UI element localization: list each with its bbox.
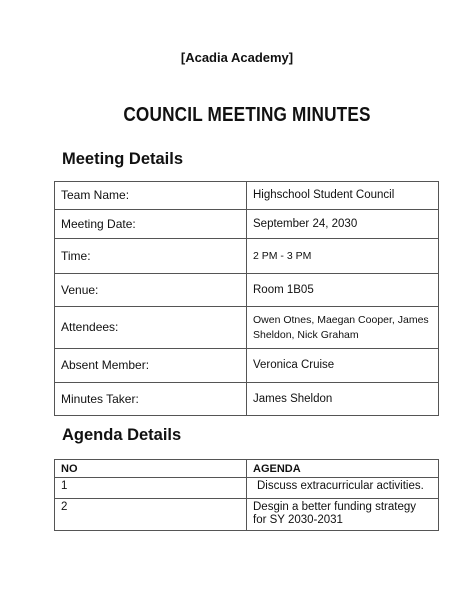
- absent-member-label: Absent Member:: [55, 349, 247, 383]
- team-name-value: Highschool Student Council: [247, 182, 439, 210]
- table-row: [55, 499, 439, 531]
- meeting-details-heading: Meeting Details: [62, 150, 184, 168]
- table-row: [55, 182, 439, 210]
- meeting-date-value: September 24, 2030: [247, 210, 439, 239]
- agenda-item-number: 2: [55, 499, 247, 531]
- no-column-header: NO: [55, 460, 247, 478]
- document-title: COUNCIL MEETING MINUTES: [123, 104, 371, 126]
- table-row: [55, 349, 439, 383]
- table-header-row: [55, 460, 439, 478]
- venue-label: Venue:: [55, 274, 247, 307]
- team-name-label: Team Name:: [55, 182, 247, 210]
- venue-value: Room 1B05: [247, 274, 439, 307]
- absent-member-value: Veronica Cruise: [247, 349, 439, 383]
- agenda-item-number: 1: [55, 478, 247, 499]
- minutes-taker-value: James Sheldon: [247, 383, 439, 416]
- attendees-value: Owen Otnes, Maegan Cooper, James Sheldon, Nick Graham: [247, 307, 439, 349]
- table-row: [55, 210, 439, 239]
- time-label: Time:: [55, 239, 247, 274]
- agenda-column-header: AGENDA: [247, 460, 439, 478]
- minutes-taker-label: Minutes Taker:: [55, 383, 247, 416]
- time-value: 2 PM - 3 PM: [247, 239, 439, 274]
- agenda-item-text: Desgin a better funding strategy for SY 2030-2031: [247, 499, 439, 531]
- attendees-label: Attendees:: [55, 307, 247, 349]
- meeting-details-table: [54, 181, 439, 416]
- table-row: [55, 383, 439, 416]
- agenda-item-text: Discuss extracurricular activities.: [247, 478, 439, 499]
- table-row: [55, 307, 439, 349]
- meeting-date-label: Meeting Date:: [55, 210, 247, 239]
- organization-name: [Acadia Academy]: [180, 50, 294, 65]
- table-row: [55, 239, 439, 274]
- agenda-details-heading: Agenda Details: [62, 426, 182, 444]
- table-row: [55, 274, 439, 307]
- table-row: [55, 478, 439, 499]
- agenda-table: [54, 459, 439, 531]
